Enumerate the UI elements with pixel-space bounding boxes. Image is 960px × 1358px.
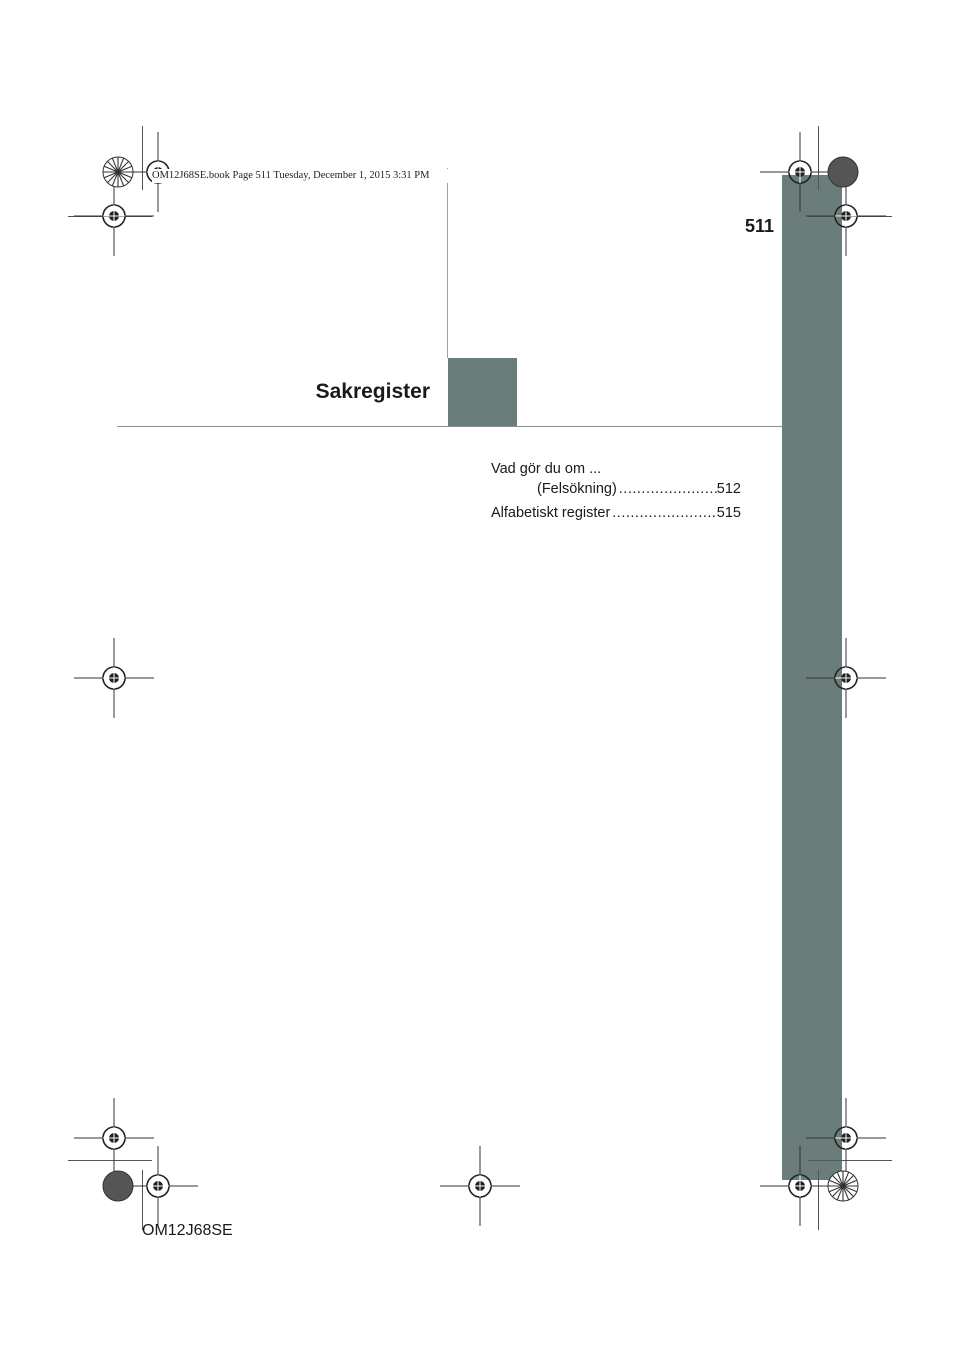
registration-mark-icon <box>806 638 886 718</box>
registration-mark-icon <box>806 1098 886 1178</box>
toc-page-number: 512 <box>716 481 741 497</box>
toc-entry-troubleshooting[interactable] <box>491 459 741 503</box>
registration-mark-icon <box>74 176 154 256</box>
toc-entry-title: Alfabetiskt register <box>491 505 611 521</box>
toc-page-number: 515 <box>716 505 741 521</box>
starburst-target-icon <box>103 157 133 187</box>
book-header: OM12J68SE.book Page 511 Tuesday, December 1, 2015 3:31 PM <box>152 169 492 183</box>
footer-manual-code: OM12J68SE <box>142 1222 233 1239</box>
section-title: Sakregister <box>315 380 430 403</box>
dot-leader <box>610 503 717 523</box>
table-of-contents <box>491 459 741 523</box>
toc-entry-alphabetical-index[interactable] <box>491 503 741 523</box>
registration-mark-icon <box>74 638 154 718</box>
page-number: 511 <box>744 216 774 236</box>
registration-mark-icon <box>74 1098 154 1178</box>
dot-leader <box>617 479 717 499</box>
dark-circle-mark-icon <box>103 1171 133 1201</box>
toc-entry-title: Vad gör du om ... <box>491 461 602 477</box>
toc-entry-subtitle: (Felsökning) <box>537 481 617 497</box>
registration-mark-icon <box>440 1146 520 1226</box>
dark-circle-mark-icon <box>828 157 858 187</box>
registration-mark-icon <box>806 176 886 256</box>
starburst-target-icon <box>828 1171 858 1201</box>
